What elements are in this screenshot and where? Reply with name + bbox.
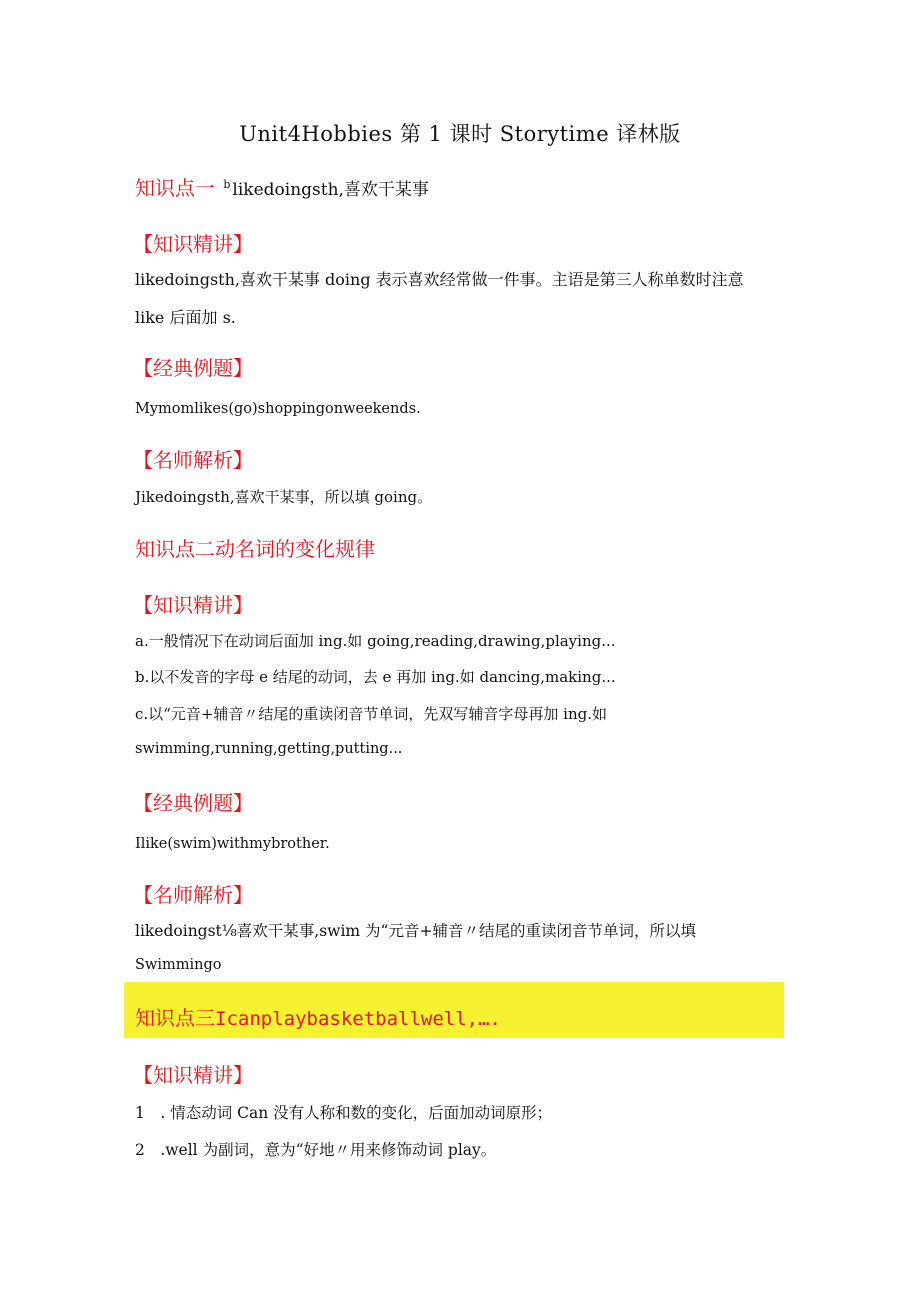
section-1-example-text: Mymomlikes(go)shoppingonweekends. [135, 401, 421, 417]
section-1-example-heading: 【经典例题】 [133, 356, 253, 380]
document-title: Unit4Hobbies 第 1 课时 Storytime 译林版 [239, 122, 681, 146]
section-1-analysis-text: Jikedoingsth,喜欢干某事，所以填 going。 [135, 488, 433, 506]
section-3-item-2: 2 .well 为副词，意为“好地〃用来修饰动词 play。 [135, 1141, 497, 1159]
section-1-analysis-heading: 【名师解析】 [133, 448, 253, 472]
knowledge-point-1-heading [135, 172, 429, 201]
section-2-rule-c-line-2: swimming,running,getting,putting... [135, 741, 403, 757]
section-2-analysis-heading: 【名师解析】 [133, 883, 253, 907]
section-1-explanation-heading: 【知识精讲】 [133, 232, 253, 256]
knowledge-point-1-topic: $^b$ likedoingsth,喜欢干某事 [223, 178, 429, 200]
knowledge-point-3-heading [135, 1002, 501, 1031]
section-1-explanation-line-2: like 后面加 s. [135, 308, 236, 327]
section-3-item-1: 1 . 情态动词 Can 没有人称和数的变化，后面加动词原形； [135, 1104, 553, 1122]
knowledge-point-3-topic: Icanplaybasketballwell,…. [215, 1008, 501, 1030]
section-2-explanation-heading: 【知识精讲】 [133, 593, 253, 617]
section-2-example-text: Ilike(swim)withmybrother. [135, 836, 330, 852]
knowledge-point-2-heading: 知识点二动名词的变化规律 [135, 537, 375, 561]
section-2-rule-a: a.一般情况下在动词后面加 ing.如 going,reading,drawing,playing... [135, 632, 616, 650]
section-3-explanation-heading: 【知识精讲】 [133, 1063, 253, 1087]
section-2-analysis-line-2: Swimmingo [135, 957, 222, 973]
section-2-rule-b: b.以不发音的字母 e 结尾的动词，去 e 再加 ing.如 dancing,making... [135, 668, 616, 686]
section-2-example-heading: 【经典例题】 [133, 791, 253, 815]
knowledge-point-3-label: 知识点三 [135, 1006, 215, 1030]
section-1-explanation-line-1: likedoingsth,喜欢干某事 doing 表示喜欢经常做一件事。主语是第三人称单数时注意 [135, 270, 744, 289]
knowledge-point-1-label: 知识点一 [135, 176, 215, 200]
section-2-analysis-line-1: likedoingst⅛喜欢干某事,swim 为“元音+辅音〃结尾的重读闭音节单词，所以填 [135, 922, 696, 940]
section-2-rule-c-line-1: c.以“元音+辅音〃结尾的重读闭音节单词，先双写辅音字母再加 ing.如 [135, 705, 608, 723]
